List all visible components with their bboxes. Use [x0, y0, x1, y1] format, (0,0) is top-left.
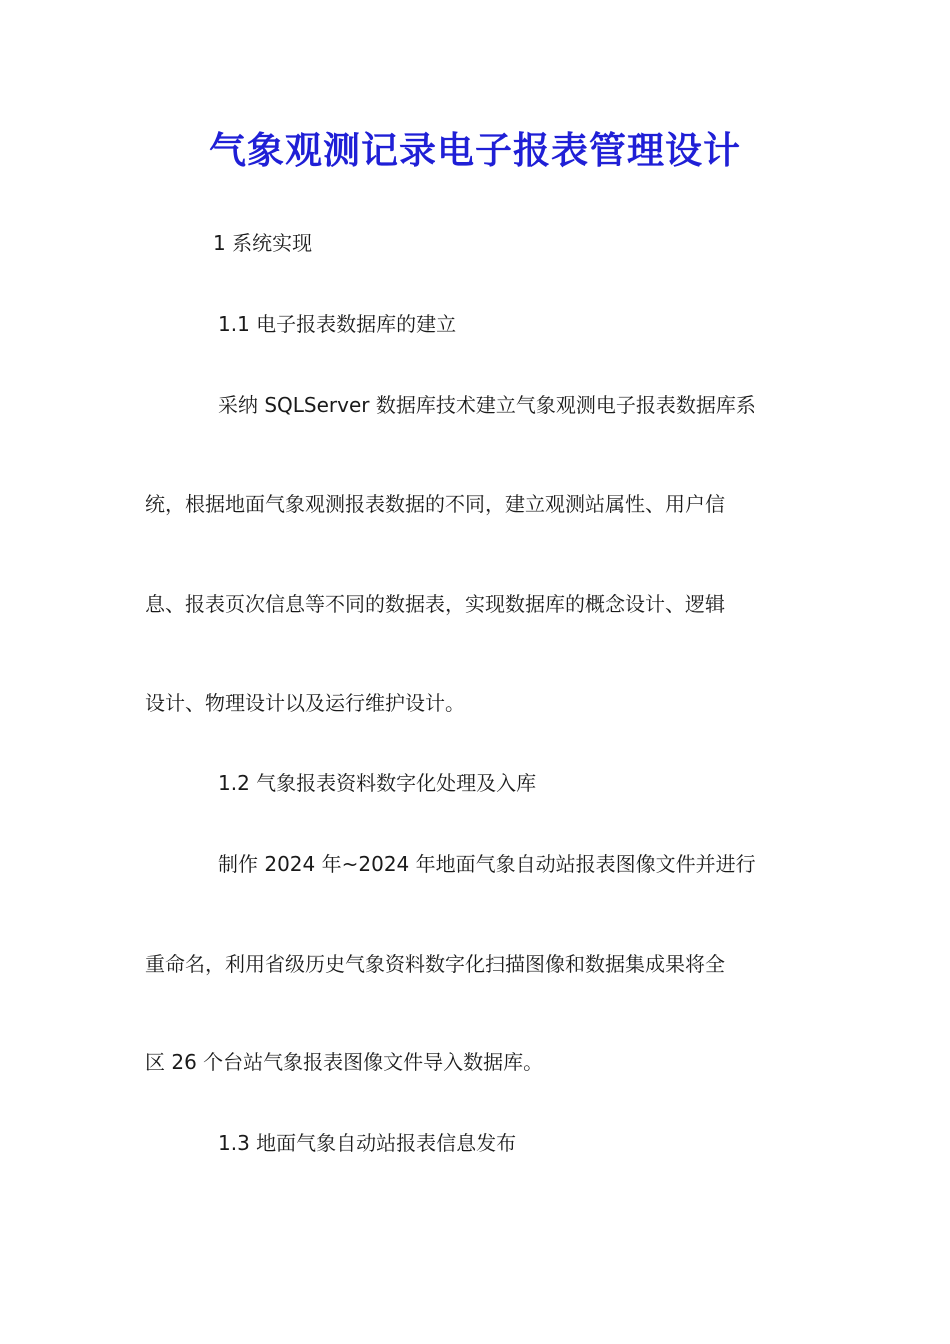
paragraph-1-line-1: 采纳 SQLServer 数据库技术建立气象观测电子报表数据库系: [218, 393, 756, 417]
document-title: 气象观测记录电子报表管理设计: [209, 128, 741, 172]
paragraph-1-line-4: 设计、物理设计以及运行维护设计。: [145, 691, 465, 715]
section-heading-1-2: 1.2 气象报表资料数字化处理及入库: [218, 771, 537, 795]
section-heading-1-3: 1.3 地面气象自动站报表信息发布: [218, 1131, 517, 1155]
paragraph-2-line-1: 制作 2024 年~2024 年地面气象自动站报表图像文件并进行: [218, 852, 756, 876]
section-heading-1: 1 系统实现: [213, 231, 313, 255]
paragraph-2-line-2: 重命名，利用省级历史气象资料数字化扫描图像和数据集成果将全: [145, 952, 725, 976]
paragraph-2-line-3: 区 26 个台站气象报表图像文件导入数据库。: [145, 1050, 544, 1074]
paragraph-1-line-2: 统，根据地面气象观测报表数据的不同，建立观测站属性、用户信: [145, 492, 725, 516]
paragraph-1-line-3: 息、报表页次信息等不同的数据表，实现数据库的概念设计、逻辑: [145, 592, 725, 616]
section-heading-1-1: 1.1 电子报表数据库的建立: [218, 312, 457, 336]
